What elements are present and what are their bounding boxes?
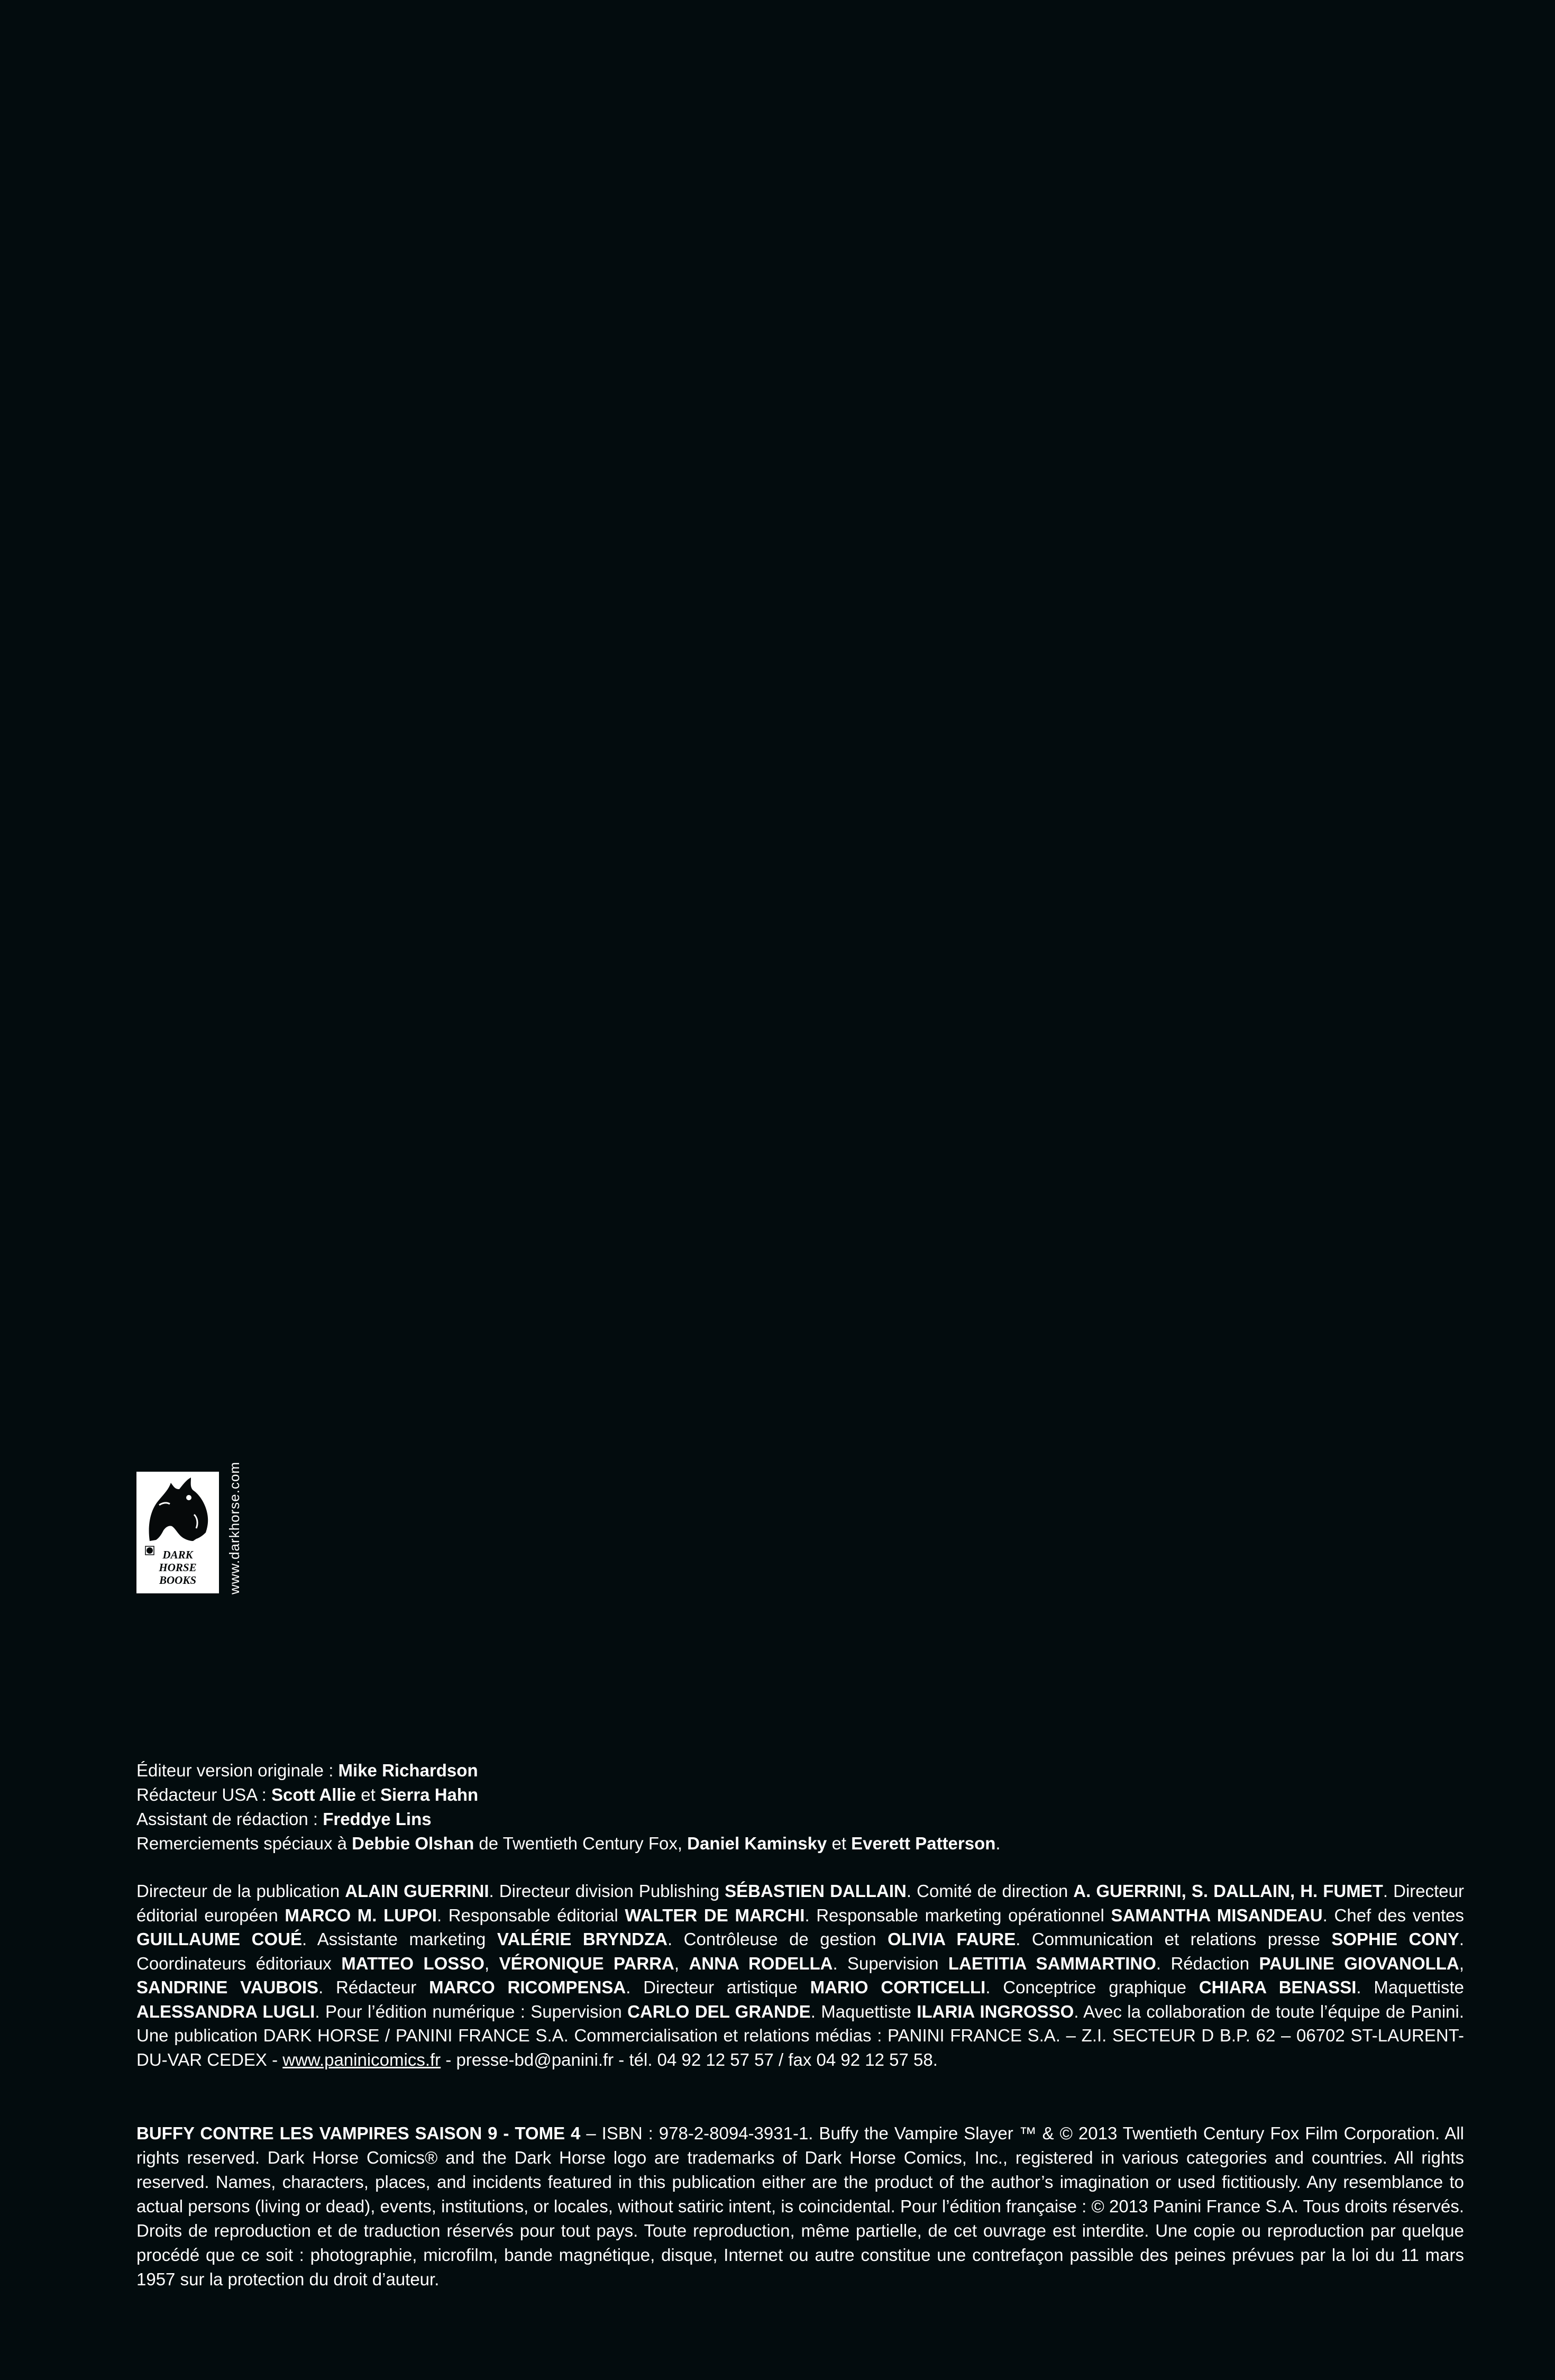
- logo-url: www.darkhorse.com: [226, 1461, 242, 1594]
- book-title: BUFFY CONTRE LES VAMPIRES SAISON 9 - TOME 4: [136, 2123, 581, 2143]
- dark-horse-logo-icon: [136, 1472, 219, 1593]
- panini-website-link[interactable]: www.paninicomics.fr: [282, 2049, 441, 2069]
- thanks-line: Remerciements spéciaux à Debbie Olshan de Twentieth Century Fox, Daniel Kaminsky et Everett Patterson.: [136, 1834, 1001, 1853]
- logo-line-books: BOOKS: [159, 1574, 197, 1586]
- legal-notice: [136, 2121, 1464, 2292]
- original-credits: [136, 1758, 1464, 1856]
- publisher-logo-block: [136, 1461, 248, 1594]
- usa-editor-line: Rédacteur USA : Scott Allie et Sierra Hahn: [136, 1785, 479, 1804]
- legal-body: – ISBN : 978-2-8094-3931-1. Buffy the Vampire Slayer ™ & © 2013 Twentieth Century Fox Film Corporation. All rights reserved. Dark Horse Comics® and the Dark Horse logo are trademarks of Dark Horse Comics, Inc., registered in various categories and countries. All rights reserved. Names, characters, places, and incidents featured in this publication either are the product of the author’s imagination or used fictitiously. Any resemblance to actual persons (living or dead), events, institutions, or locales, without satiric intent, is coincidental. Pour l’édition française : © 2013 Panini France S.A. Tous droits réservés. Droits de reproduction et de traduction réservés pour tout pays. Toute reproduction, même partielle, de cet ouvrage est interdite. Une copie ou reproduction par quelque procédé que ce soit : photographie, microfilm, bande magnétique, disque, Internet ou autre constitue une contrefaçon passible des peines prévues par la loi du 11 mars 1957 sur la protection du droit d’auteur.: [136, 2123, 1464, 2289]
- editor-line: Éditeur version originale : Mike Richardson: [136, 1761, 478, 1780]
- assistant-line: Assistant de rédaction : Freddye Lins: [136, 1809, 432, 1829]
- logo-line-dark: DARK: [162, 1548, 193, 1561]
- logo-line-horse: HORSE: [159, 1561, 197, 1574]
- french-staff-paragraph: Directeur de la publication ALAIN GUERRINI. Directeur division Publishing SÉBASTIEN DALLAIN. Comité de direction A. GUERRINI, S. DALLAIN, H. FUMET. Directeur éditorial européen MARCO M. LUPOI. Responsable éditorial WALTER DE MARCHI. Responsable marketing opérationnel SAMANTHA MISANDEAU. Chef des ventes GUILLAUME COUÉ. Assistante marketing VALÉRIE BRYNDZA. Contrôleuse de gestion OLIVIA FAURE. Communication et relations presse SOPHIE CONY. Coordinateurs éditoriaux MATTEO LOSSO, VÉRONIQUE PARRA, ANNA RODELLA. Supervision LAETITIA SAMMARTINO. Rédaction PAULINE GIOVANOLLA, SANDRINE VAUBOIS. Rédacteur MARCO RICOMPENSA. Directeur artistique MARIO CORTICELLI. Conceptrice graphique CHIARA BENASSI. Maquettiste ALESSANDRA LUGLI. Pour l’édition numérique : Supervision CARLO DEL GRANDE. Maquettiste ILARIA INGROSSO. Avec la collaboration de toute l’équipe de Panini. Une publication DARK HORSE / PANINI FRANCE S.A. Commercialisation et relations médias : PANINI FRANCE S.A. – Z.I. SECTEUR D B.P. 62 – 06702 ST-LAURENT-DU-VAR CEDEX - www.paninicomics.fr - presse-bd@panini.fr - tél. 04 92 12 57 57 / fax 04 92 12 57 58.: [136, 1881, 1465, 2069]
